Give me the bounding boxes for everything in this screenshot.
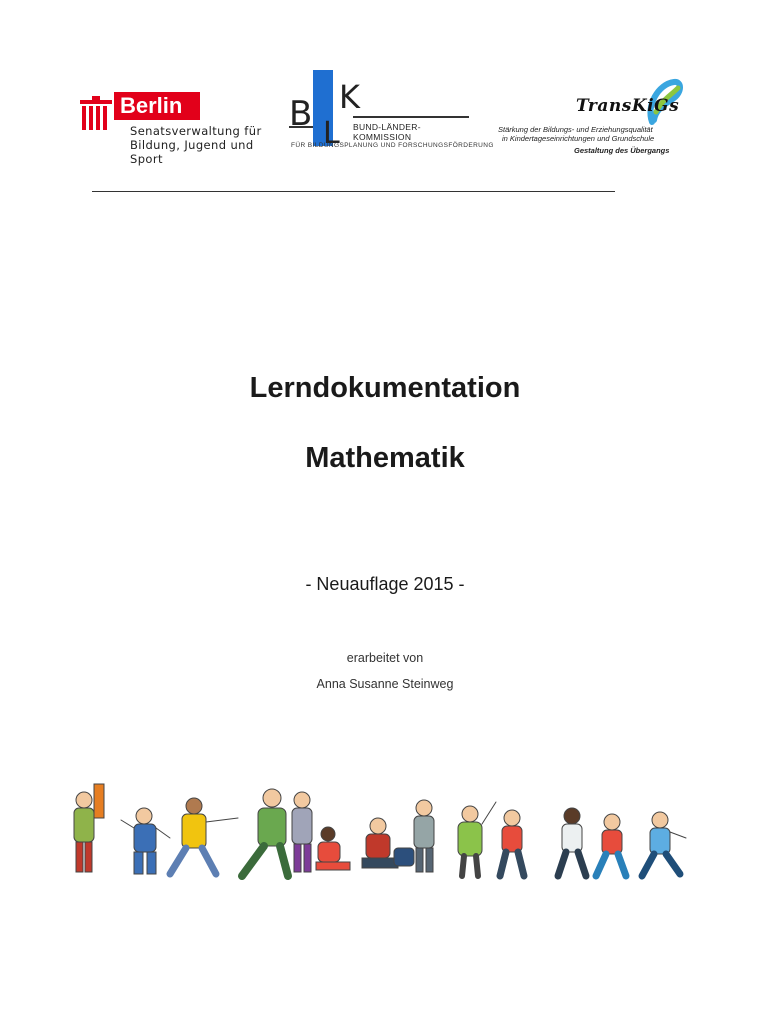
child-figure bbox=[74, 784, 104, 872]
blk-logo-name: BUND-LÄNDER-KOMMISSION bbox=[353, 122, 421, 142]
child-figure bbox=[596, 814, 626, 876]
children-holding-hands-illustration bbox=[66, 778, 706, 890]
child-figure bbox=[121, 808, 170, 874]
header-divider bbox=[92, 191, 615, 192]
document-title: Lerndokumentation bbox=[249, 372, 521, 404]
transkigs-logo-line2: in Kindertageseinrichtungen und Grundschule bbox=[502, 134, 655, 143]
child-figure bbox=[242, 789, 288, 876]
blk-logo-subtitle: FÜR BILDUNGSPLANUNG UND FORSCHUNGSFÖRDERUNG bbox=[291, 142, 494, 149]
document-subject: Mathematik bbox=[305, 442, 465, 474]
transkigs-logo bbox=[498, 78, 728, 158]
berlin-logo bbox=[80, 90, 280, 166]
blk-logo-letter-k: K bbox=[339, 78, 360, 116]
author-name: Anna Susanne Steinweg bbox=[316, 677, 454, 691]
blk-logo-letter-b: B bbox=[289, 94, 313, 134]
blk-logo bbox=[289, 70, 494, 155]
document-edition: - Neuauflage 2015 - bbox=[305, 574, 465, 594]
child-figure bbox=[362, 818, 414, 868]
prepared-by-label: erarbeitet von bbox=[346, 651, 424, 665]
berlin-logo-subtitle: Senatsverwaltung für Bildung, Jugend und Sport bbox=[130, 124, 262, 166]
child-figure bbox=[170, 798, 238, 874]
child-figure bbox=[458, 802, 496, 876]
child-figure bbox=[642, 812, 686, 876]
berlin-logo-name: Berlin bbox=[114, 92, 200, 120]
blk-logo-letter-l: L bbox=[323, 116, 340, 151]
transkigs-logo-name: TransKiGs bbox=[576, 96, 680, 116]
brandenburg-gate-icon bbox=[80, 96, 112, 132]
child-figure bbox=[414, 800, 434, 872]
transkigs-logo-subtitle: Gestaltung des Übergangs bbox=[574, 146, 670, 155]
transkigs-logo-line1: Stärkung der Bildungs- und Erziehungsqualität bbox=[498, 125, 653, 134]
child-figure bbox=[500, 810, 524, 876]
child-figure bbox=[316, 827, 350, 870]
child-figure bbox=[558, 808, 586, 876]
child-figure bbox=[292, 792, 312, 872]
